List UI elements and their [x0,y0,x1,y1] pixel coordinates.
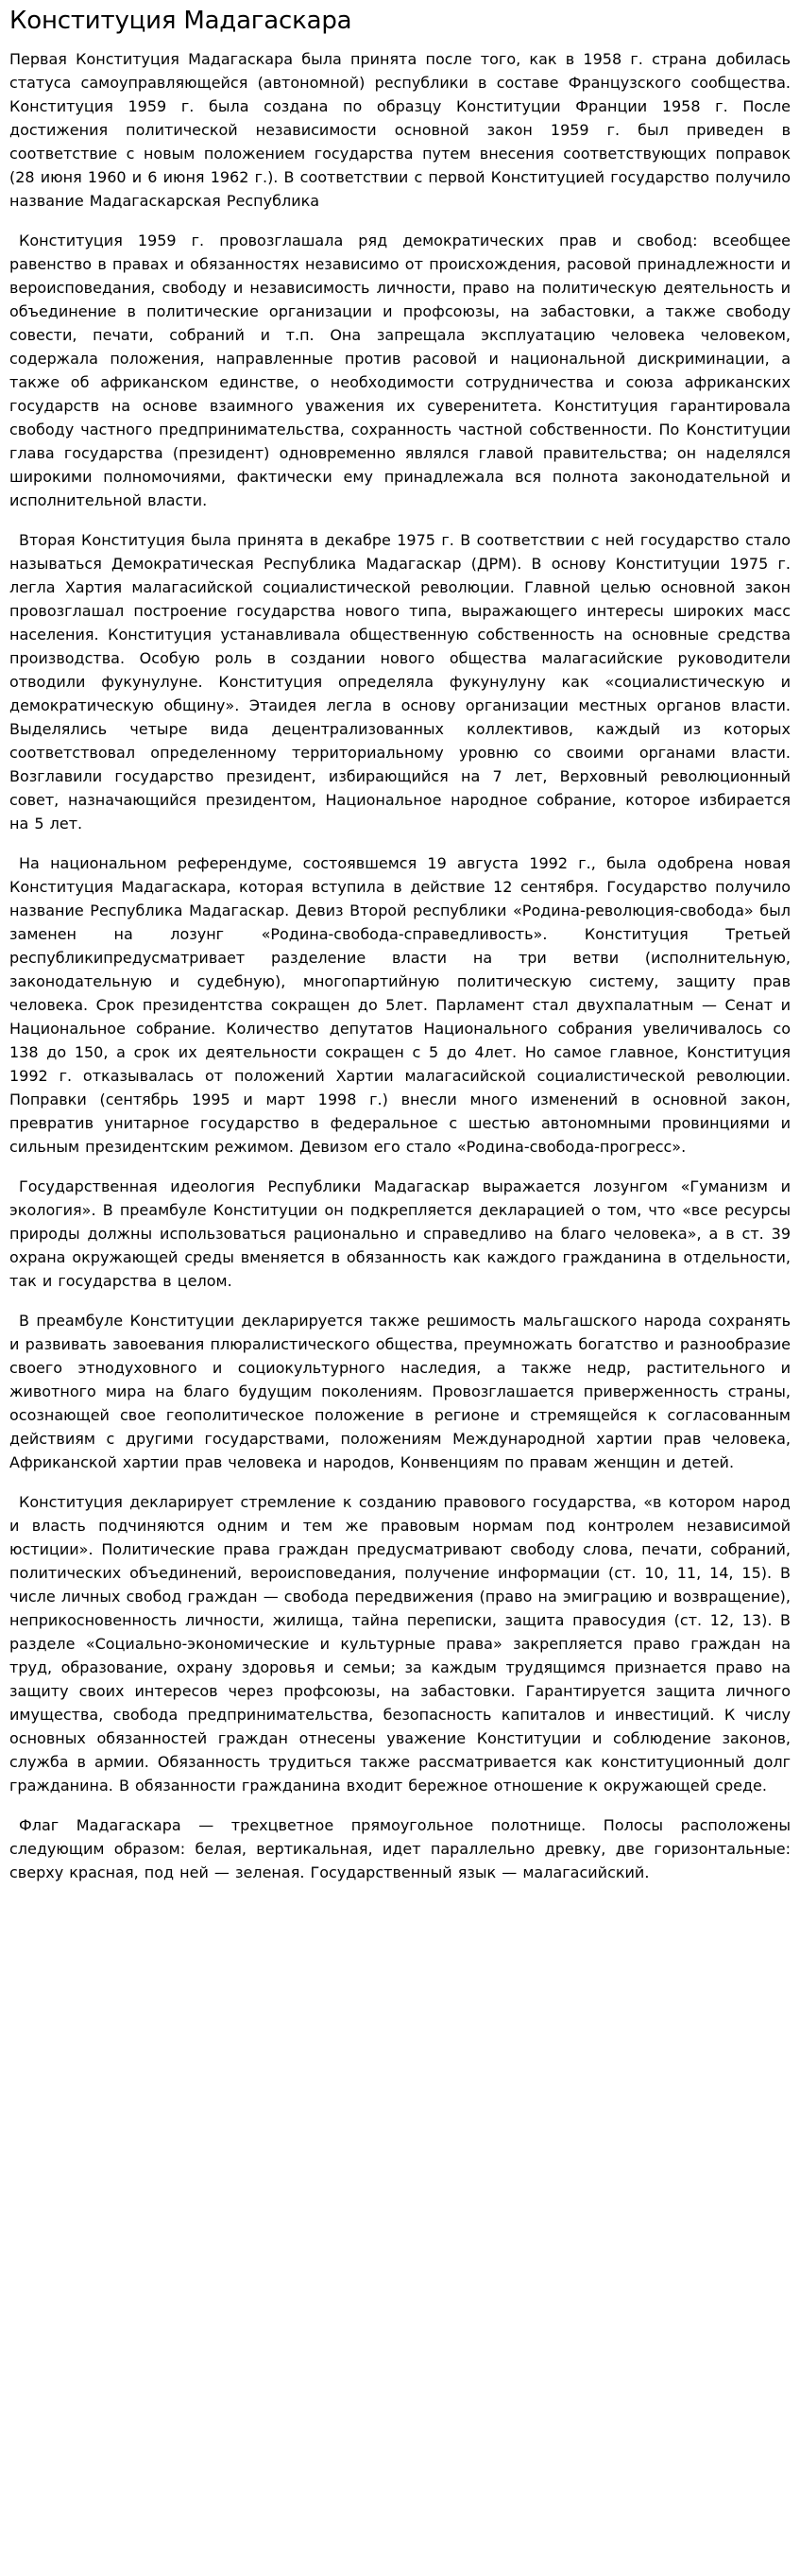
paragraph-referendum-1992: На национальном референдуме, состоявшемся 19 августа 1992 г., была одобрена новая Конституция Мадагаскара, которая вступила в действие 12 сентября. Государство получило название Республика Мадагаскар. Девиз Второй республики «Родина-революция-свобода» был заменен на лозунг «Родина-свобода-справедливость». Конституция Третьей республикипредусматривает разделение власти на три ветви (исполнительную, законодательную и судебную), многопартийную политическую систему, защиту прав человека. Срок президентства сокращен до 5лет. Парламент стал двухпалатным — Сенат и Национальное собрание. Количество депутатов Национального собрания увеличивалось со 138 до 150, а срок их деятельности сокращен с 5 до 4лет. Но самое главное, Конституция 1992 г. отказывалась от положений Хартии малагасийской социалистической революции. Поправки (сентябрь 1995 и март 1998 г.) внесли много изменений в основной закон, превратив унитарное государство в федеральное с шестью автономными провинциями и сильным президентским режимом. Девизом его стало «Родина-свобода-прогресс». [9,854,791,1156]
paragraph-first-constitution: Первая Конституция Мадагаскара была принята после того, как в 1958 г. страна добилась статуса самоуправляющейся (автономной) республики в составе Французского сообщества. Конституция 1959 г. была создана по образцу Конституции Франции 1958 г. После достижения политической независимости основной закон 1959 г. был приведен в соответствие с новым положением государства путем внесения соответствующих поправок (28 июня 1960 и 6 июня 1962 г.). В соответствии с первой Конституцией государство получило название Мадагаскарская Республика [9,50,791,210]
paragraph-flag-and-language: Флаг Мадагаскара — трехцветное прямоугольное полотнище. Полосы расположены следующим образом: белая, вертикальная, идет параллельно древку, две горизонтальные: сверху красная, под ней — зеленая. Государственный язык — малагасийский. [9,1816,791,1881]
paragraph-second-constitution: Вторая Конституция была принята в декабре 1975 г. В соответствии с ней государство стало называться Демократическая Республика Мадагаскар (ДРМ). В основу Конституции 1975 г. легла Хартия малагасийской социалистической революции. Главной целью основной закон провозглашал построение государства нового типа, выражающего интересы широких масс населения. Конституция устанавливала общественную собственность на основные средства производства. Особую роль в создании нового общества малагасийские руководители отводили фукунулуне. Конституция определяла фукунулуну как «социалистическую и демократическую общину». Этаидея легла в основу организации местных органов власти. Выделялись четыре вида децентрализованных коллективов, каждый из которых соответствовал определенному территориальному уровню со своими органами власти. Возглавили государство президент, избирающийся на 7 лет, Верховный революционный совет, назначающийся президентом, Национальное народное собрание, которое избирается на 5 лет. [9,531,791,833]
paragraph-preamble: В преамбуле Конституции декларируется также решимость мальгашского народа сохранять и развивать завоевания плюралистического общества, преумножать богатство и разнообразие своего этнодуховного и социокультурного наследия, а также недр, растительного и животного мира на благо будущим поколениям. Провозглашается приверженность страны, осознающей свое геополитическое положение в регионе и стремящейся к согласованным действиям с другими государствами, положениям Международной хартии прав человека, Африканской хартии прав человека и народов, Конвенциям по правам женщин и детей. [9,1312,791,1471]
paragraph-rights-and-duties: Конституция декларирует стремление к созданию правового государства, «в котором народ и власть подчиняются одним и тем же правовым нормам под контролем независимой юстиции». Политические права граждан предусматривают свободу слова, печати, собраний, политических объединений, вероисповедания, получение информации (ст. 10, 11, 14, 15). В числе личных свобод граждан — свобода передвижения (право на эмиграцию и возвращение), неприкосновенность личности, жилища, тайна переписки, защита правосудия (ст. 12, 13). В разделе «Социально-экономические и культурные права» закрепляется право граждан на труд, образование, охрану здоровья и семьи; за каждым трудящимся признается право на защиту своих интересов через профсоюзы, на забастовки. Гарантируется защита личного имущества, свобода предпринимательства, безопасность капиталов и инвестиций. К числу основных обязанностей граждан отнесены уважение Конституции и соблюдение законов, служба в армии. Обязанность трудиться также рассматривается как конституционный долг гражданина. В обязанности гражданина входит бережное отношение к окружающей среде. [9,1493,791,1795]
page-title: Конституция Мадагаскара [9,7,352,35]
paragraph-state-ideology: Государственная идеология Республики Мадагаскар выражается лозунгом «Гуманизм и экология». В преамбуле Конституции он подкрепляется декларацией о том, что «все ресурсы природы должны использоваться рационально и справедливо на благо человека», а в ст. 39 охрана окружающей среды вменяется в обязанность как каждого гражданина в отдельности, так и государства в целом. [9,1177,791,1290]
paragraph-constitution-1959-rights: Конституция 1959 г. провозглашала ряд демократических прав и свобод: всеобщее равенство в правах и обязанностях независимо от происхождения, расовой принадлежности и вероисповедания, свободу и независимость личности, право на политическую деятельность и объединение в политические организации и профсоюзы, на забастовки, а также свободу совести, печати, собраний и т.п. Она запрещала эксплуатацию человека человеком, содержала положения, направленные против расовой и национальной дискриминации, а также об африканском единстве, о необходимости сотрудничества и союза африканских государств на основе взаимного уважения их суверенитета. Конституция гарантировала свободу частного предпринимательства, сохранность частной собственности. По Конституции глава государства (президент) одновременно являлся главой правительства; он наделялся широкими полномочиями, фактически ему принадлежала вся полнота законодательной и исполнительной власти. [9,232,791,509]
